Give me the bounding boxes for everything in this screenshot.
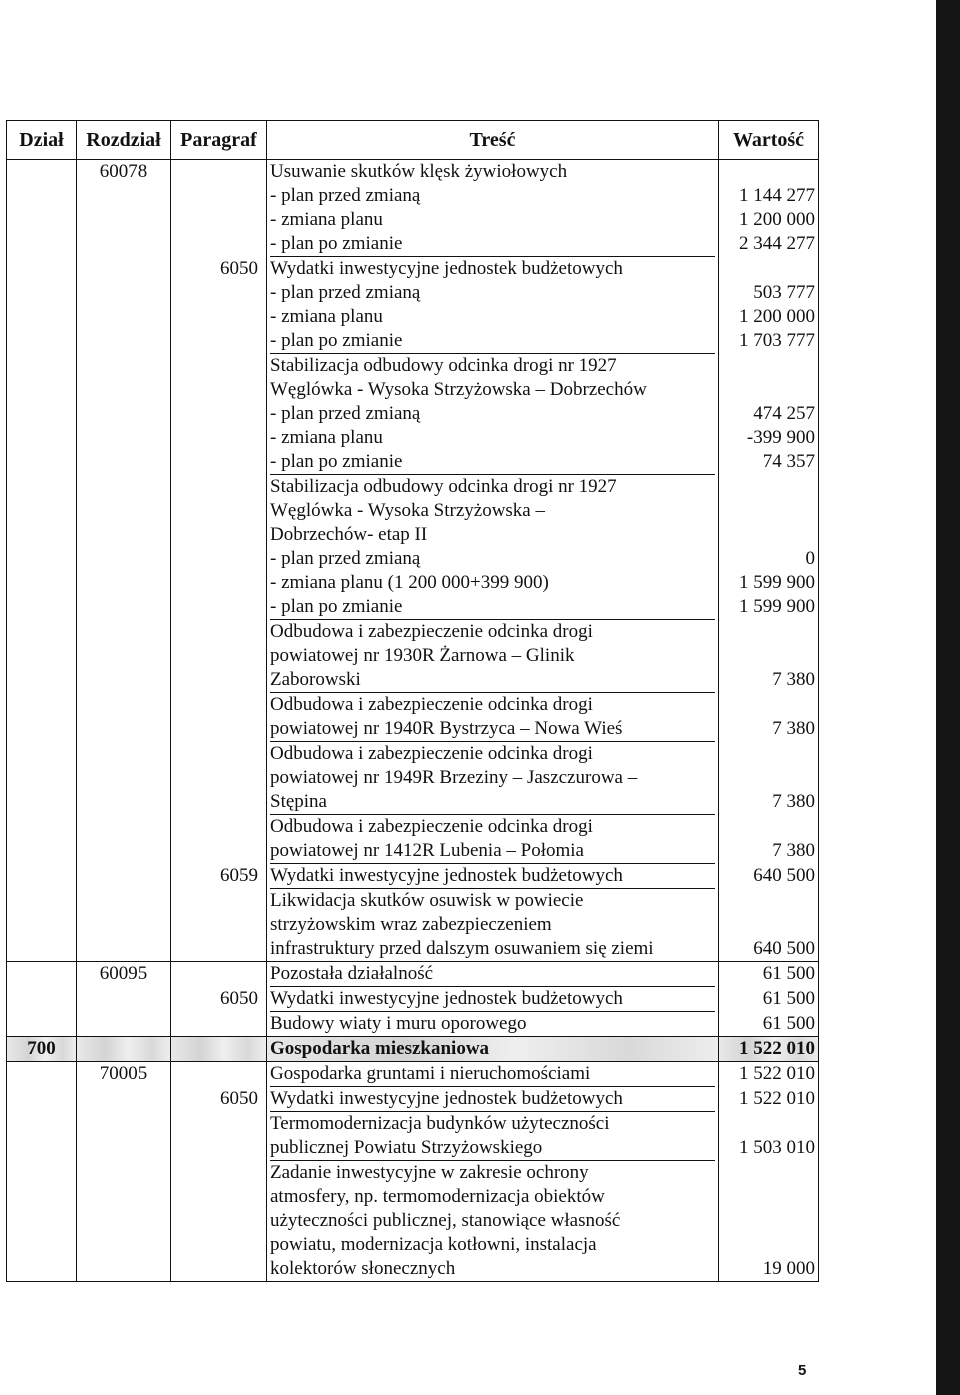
tresc-line: Wydatki inwestycyjne jednostek budżetowych <box>270 1087 715 1112</box>
table-row <box>7 475 819 620</box>
tresc-line: - plan po zmianie <box>270 329 715 354</box>
wartosc-cell <box>719 815 819 864</box>
header-rozdzial: Rozdział <box>77 121 171 160</box>
tresc-cell <box>267 257 719 354</box>
tresc-cell <box>267 742 719 815</box>
tresc-line: - plan przed zmianą <box>270 282 421 303</box>
tresc-cell <box>267 1161 719 1282</box>
value-line: 2 344 277 <box>739 233 815 254</box>
value-line: 1 144 277 <box>739 185 815 206</box>
value-line: 640 500 <box>753 938 815 959</box>
table-row <box>7 987 819 1012</box>
wartosc-cell <box>719 257 819 354</box>
header-dzial: Dział <box>7 121 77 160</box>
value-line: 640 500 <box>753 865 815 886</box>
wartosc-cell <box>719 1037 819 1062</box>
scan-edge-bar <box>936 0 960 1395</box>
tresc-line: infrastruktury przed dalszym osuwaniem się ziemi <box>270 938 654 959</box>
tresc-line: Usuwanie skutków klęsk żywiołowych <box>270 161 568 182</box>
paragraf-cell: 6050 <box>171 257 267 354</box>
tresc-line: Stabilizacja odbudowy odcinka drogi nr 1927 <box>270 355 617 376</box>
page-number: 5 <box>798 1362 807 1379</box>
value-line: 7 380 <box>772 840 815 861</box>
table-row <box>7 1161 819 1282</box>
rozdzial-cell: 70005 <box>77 1062 171 1088</box>
tresc-line: - plan po zmianie <box>270 232 715 257</box>
value-line: 74 357 <box>762 451 815 472</box>
tresc-line: - plan po zmianie <box>270 450 715 475</box>
table-row <box>7 693 819 742</box>
wartosc-cell <box>719 354 819 475</box>
table-row <box>7 864 819 889</box>
value-line <box>722 378 815 402</box>
tresc-line: Odbudowa i zabezpieczenie odcinka drogi <box>270 621 593 642</box>
tresc-line: powiatowej nr 1949R Brzeziny – Jaszczurowa – <box>270 767 638 788</box>
value-line <box>722 354 815 378</box>
paragraf-cell: 6050 <box>171 1087 267 1112</box>
tresc-cell <box>267 1037 719 1062</box>
tresc-cell <box>267 1062 719 1088</box>
wartosc-cell <box>719 864 819 889</box>
table-row <box>7 1112 819 1161</box>
tresc-line: powiatu, modernizacja kotłowni, instalacja <box>270 1234 597 1255</box>
table-row <box>7 354 819 475</box>
table-row <box>7 815 819 864</box>
table-row <box>7 1087 819 1112</box>
paragraf-cell: 6059 <box>171 864 267 889</box>
tresc-cell <box>267 475 719 620</box>
tresc-line: publicznej Powiatu Strzyżowskiego <box>270 1136 715 1161</box>
wartosc-cell <box>719 620 819 693</box>
table-row <box>7 620 819 693</box>
tresc-line: powiatowej nr 1930R Żarnowa – Glinik <box>270 645 575 666</box>
wartosc-cell <box>719 962 819 988</box>
value-line <box>722 160 815 184</box>
tresc-line: użyteczności publicznej, stanowiące własność <box>270 1210 621 1231</box>
tresc-line: kolektorów słonecznych <box>270 1258 456 1279</box>
value-line: -399 900 <box>746 427 815 448</box>
tresc-line: - plan przed zmianą <box>270 403 421 424</box>
wartosc-cell <box>719 475 819 620</box>
value-line: 7 380 <box>772 791 815 812</box>
tresc-line: Wydatki inwestycyjne jednostek budżetowych <box>270 987 715 1012</box>
value-line: 1 503 010 <box>739 1137 815 1158</box>
value-line <box>722 257 815 281</box>
tresc-line: Gospodarka gruntami i nieruchomościami <box>270 1062 715 1087</box>
value-line: 1 200 000 <box>739 306 815 327</box>
tresc-cell <box>267 987 719 1012</box>
tresc-line: - zmiana planu <box>270 306 383 327</box>
tresc-line: atmosfery, np. termomodernizacja obiektów <box>270 1186 605 1207</box>
tresc-line: Gospodarka mieszkaniowa <box>270 1038 490 1059</box>
tresc-cell <box>267 864 719 889</box>
tresc-cell <box>267 354 719 475</box>
header-wartosc: Wartość <box>719 121 819 160</box>
tresc-line: Wydatki inwestycyjne jednostek budżetowych <box>270 258 623 279</box>
tresc-line: strzyżowskim wraz zabezpieczeniem <box>270 914 552 935</box>
tresc-line: powiatowej nr 1412R Lubenia – Połomia <box>270 839 715 864</box>
table-row <box>7 257 819 354</box>
value-line: 61 500 <box>762 1013 815 1034</box>
value-line: 474 257 <box>753 403 815 424</box>
value-line: 61 500 <box>762 963 815 984</box>
table-row <box>7 962 819 988</box>
tresc-line: Zaborowski <box>270 668 715 693</box>
value-line: 0 <box>805 548 815 569</box>
value-line: 19 000 <box>762 1258 815 1279</box>
wartosc-cell <box>719 1112 819 1161</box>
tresc-line: - plan po zmianie <box>270 595 715 620</box>
value-line: 1 703 777 <box>739 330 815 351</box>
tresc-line: - zmiana planu <box>270 209 383 230</box>
wartosc-cell <box>719 1087 819 1112</box>
rozdzial-cell: 60078 <box>77 160 171 258</box>
wartosc-cell <box>719 742 819 815</box>
tresc-cell <box>267 962 719 988</box>
table-row <box>7 160 819 258</box>
table-row-highlight <box>7 1037 819 1062</box>
wartosc-cell <box>719 160 819 258</box>
value-line: 1 522 010 <box>739 1063 815 1084</box>
tresc-cell <box>267 1112 719 1161</box>
dzial-cell: 700 <box>7 1037 77 1062</box>
value-line <box>722 475 815 499</box>
wartosc-cell <box>719 693 819 742</box>
tresc-cell <box>267 693 719 742</box>
wartosc-cell <box>719 889 819 962</box>
tresc-line: Budowy wiaty i muru oporowego <box>270 1013 527 1034</box>
value-line <box>722 523 815 547</box>
tresc-line: Odbudowa i zabezpieczenie odcinka drogi <box>270 743 593 764</box>
tresc-cell <box>267 815 719 864</box>
tresc-cell <box>267 1087 719 1112</box>
tresc-line: Likwidacja skutków osuwisk w powiecie <box>270 890 584 911</box>
wartosc-cell <box>719 1161 819 1282</box>
tresc-line: Stępina <box>270 790 715 815</box>
tresc-line: Dobrzechów- etap II <box>270 524 428 545</box>
value-line: 1 200 000 <box>739 209 815 230</box>
value-line: 7 380 <box>772 718 815 739</box>
value-line: 1 599 900 <box>739 596 815 617</box>
wartosc-cell <box>719 1062 819 1088</box>
wartosc-cell <box>719 1012 819 1037</box>
value-line: 1 599 900 <box>739 572 815 593</box>
table-row <box>7 742 819 815</box>
table-row <box>7 889 819 962</box>
wartosc-cell <box>719 987 819 1012</box>
tresc-cell <box>267 620 719 693</box>
tresc-cell <box>267 1012 719 1037</box>
tresc-line: - plan przed zmianą <box>270 548 421 569</box>
tresc-line: - zmiana planu <box>270 427 383 448</box>
value-line: 61 500 <box>762 988 815 1009</box>
header-paragraf: Paragraf <box>171 121 267 160</box>
tresc-line: Termomodernizacja budynków użyteczności <box>270 1113 610 1134</box>
tresc-line: Węglówka - Wysoka Strzyżowska – <box>270 500 545 521</box>
rozdzial-cell: 60095 <box>77 962 171 988</box>
header-tresc: Treść <box>267 121 719 160</box>
tresc-line: Wydatki inwestycyjne jednostek budżetowych <box>270 864 715 889</box>
table-row <box>7 1012 819 1037</box>
value-line: 7 380 <box>772 669 815 690</box>
tresc-line: - zmiana planu (1 200 000+399 900) <box>270 572 549 593</box>
value-line: 1 522 010 <box>739 1088 815 1109</box>
tresc-line: - plan przed zmianą <box>270 185 421 206</box>
table-row <box>7 1062 819 1088</box>
tresc-line: Odbudowa i zabezpieczenie odcinka drogi <box>270 694 593 715</box>
budget-table <box>6 120 819 1282</box>
value-line <box>722 499 815 523</box>
value-line: 503 777 <box>753 282 815 303</box>
tresc-line: Odbudowa i zabezpieczenie odcinka drogi <box>270 816 593 837</box>
value-line: 1 522 010 <box>739 1038 815 1059</box>
tresc-cell <box>267 160 719 258</box>
tresc-line: Stabilizacja odbudowy odcinka drogi nr 1927 <box>270 476 617 497</box>
tresc-line: Zadanie inwestycyjne w zakresie ochrony <box>270 1162 589 1183</box>
header-row <box>7 121 819 160</box>
tresc-line: powiatowej nr 1940R Bystrzyca – Nowa Wieś <box>270 717 715 742</box>
paragraf-cell: 6050 <box>171 987 267 1012</box>
tresc-line: Pozostała działalność <box>270 962 715 987</box>
tresc-line: Węglówka - Wysoka Strzyżowska – Dobrzechów <box>270 379 647 400</box>
tresc-cell <box>267 889 719 962</box>
